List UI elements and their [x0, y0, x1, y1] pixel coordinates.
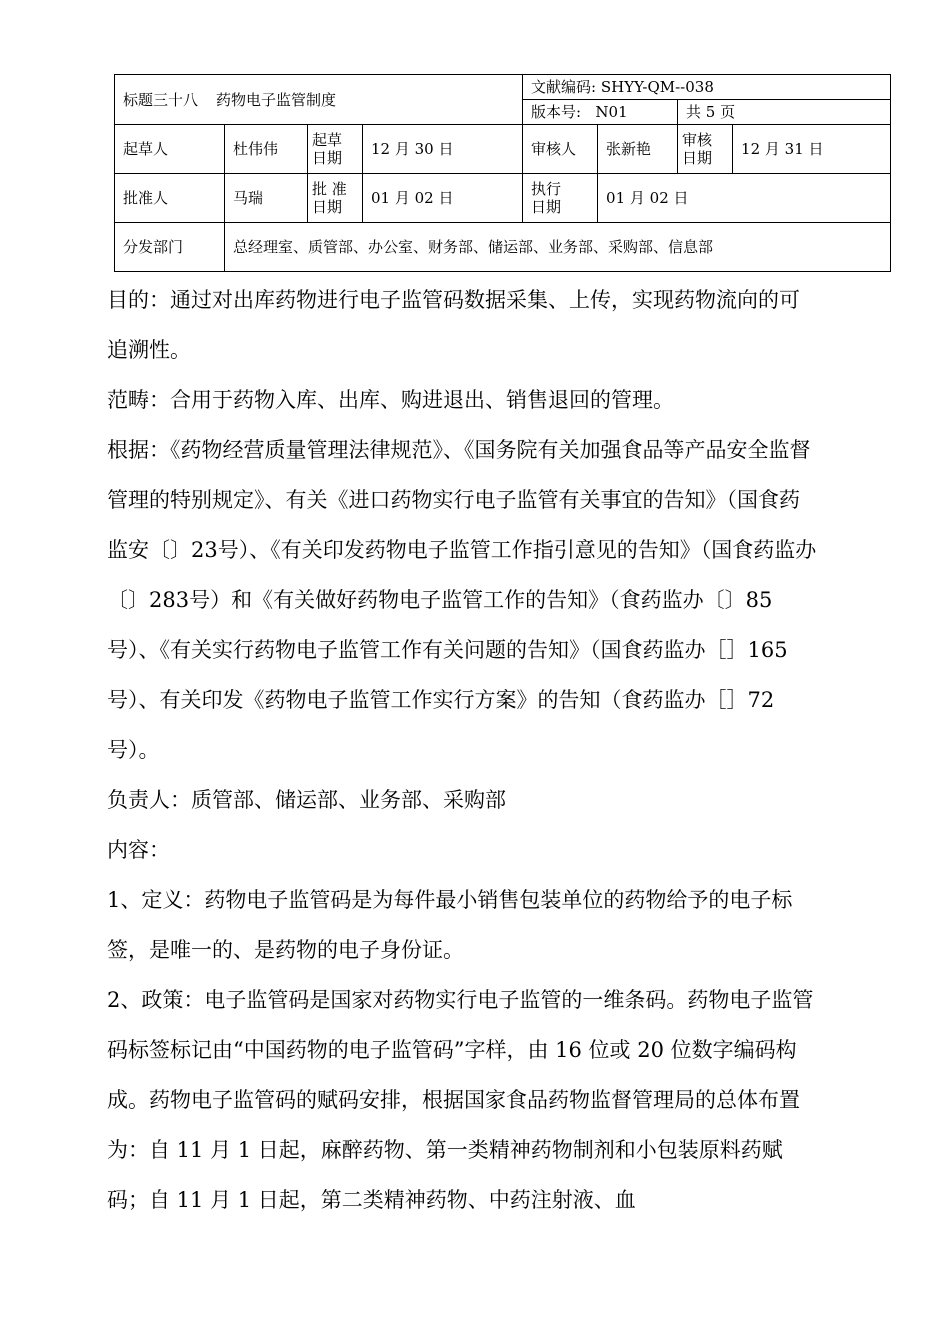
approve-date: 01 月 02 日	[363, 174, 523, 223]
exec-date: 01 月 02 日	[598, 174, 891, 223]
approver-name: 马瑞	[225, 174, 308, 223]
exec-date-label: 执行 日期	[523, 174, 598, 223]
reviewer-name: 张新艳	[598, 125, 678, 174]
version-label: 版本号:	[531, 103, 582, 121]
version-cell	[523, 100, 678, 125]
document-title-number: 标题三十八	[123, 90, 199, 109]
distribution-departments: 总经理室、质管部、办公室、财务部、储运部、业务部、采购部、信息部	[225, 223, 891, 272]
draft-date-label: 起草 日期	[308, 125, 363, 174]
document-code-cell	[523, 75, 891, 100]
page-count: 共 5 页	[686, 103, 736, 121]
basis-paragraph: 根据：《药物经营质量管理法律规范》、《国务院有关加强食品等产品安全监督管理的特别规定》、有关《进口药物实行电子监管有关事宜的告知》（国食药监安〔〕23号）、《有关印发药物电子监管工作指引意见的告知》（国食药监办〔〕283号）和《有关做好药物电子监管工作的告知》（食药监办〔〕85号）、《有关实行药物电子监管工作有关问题的告知》（国食药监办［］165号）、有关印发《药物电子监管工作实行方案》的告知（食药监办［］72号）。	[107, 438, 817, 762]
approve-date-label: 批 准 日期	[308, 174, 363, 223]
version-value: N01	[595, 103, 628, 121]
drafter-label: 起草人	[115, 125, 225, 174]
definition-paragraph: 1、定义：药物电子监管码是为每件最小销售包装单位的药物给予的电子标签，是唯一的、是药物的电子身份证。	[107, 888, 793, 962]
document-title: 药物电子监管制度	[216, 90, 337, 109]
distribution-label: 分发部门	[115, 223, 225, 272]
document-body	[107, 275, 817, 1225]
approver-label: 批准人	[115, 174, 225, 223]
page-count-cell	[678, 100, 891, 125]
review-date-label: 审核 日期	[678, 125, 733, 174]
document-code: SHYY-QM--038	[600, 78, 714, 96]
purpose-paragraph: 目的：通过对出库药物进行电子监管码数据采集、上传，实现药物流向的可追溯性。	[107, 288, 800, 362]
reviewer-label: 审核人	[523, 125, 598, 174]
scope-paragraph: 范畴：合用于药物入库、出库、购进退出、销售退回的管理。	[107, 388, 674, 412]
drafter-name: 杜伟伟	[225, 125, 308, 174]
document-title-cell	[115, 75, 523, 125]
document-header-table	[114, 74, 891, 272]
draft-date: 12 月 30 日	[363, 125, 523, 174]
policy-paragraph: 2、政策：电子监管码是国家对药物实行电子监管的一维条码。药物电子监管码标签标记由“中国药物的电子监管码”字样，由 16 位或 20 位数字编码构成。药物电子监管码的赋码安排，根据国家食品药物监督管理局的总体布置为：自 11 月 1 日起，麻醉药物、第一类精神药物制剂和小包装原料药赋码；自 11 月 1 日起，第二类精神药物、中药注射液、血	[107, 988, 814, 1212]
responsible-paragraph: 负责人：质管部、储运部、业务部、采购部	[107, 788, 506, 812]
review-date: 12 月 31 日	[733, 125, 891, 174]
document-code-label: 文献编码:	[531, 78, 597, 96]
content-heading: 内容：	[107, 838, 170, 862]
